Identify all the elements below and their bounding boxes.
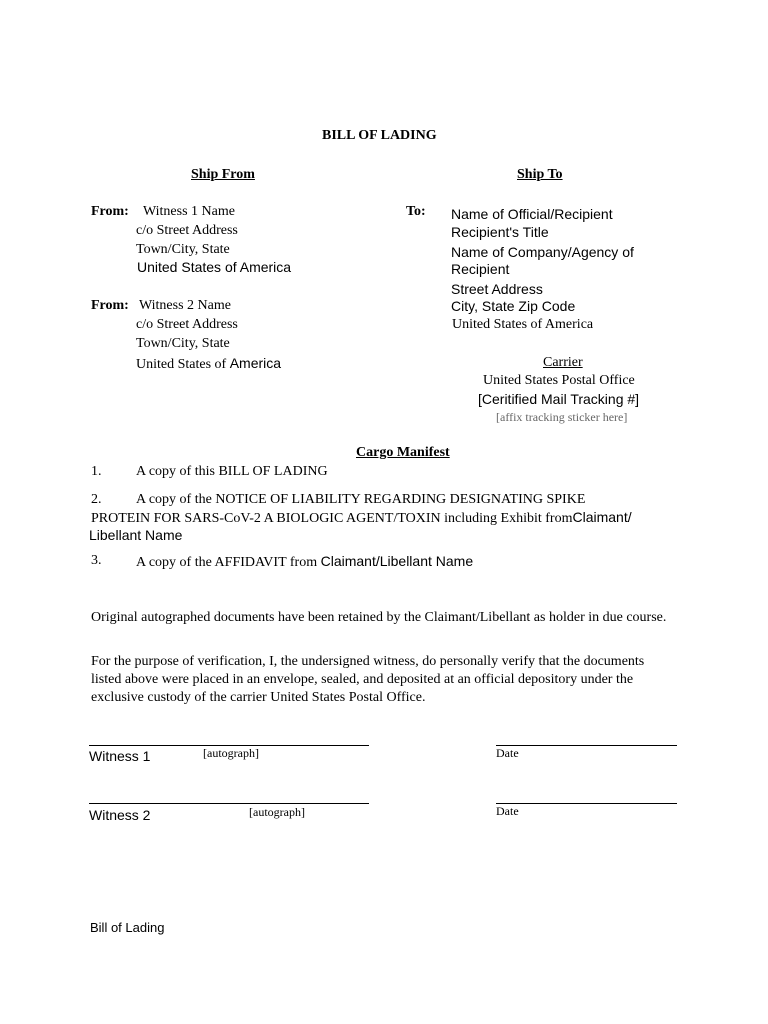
to-street: Street Address — [451, 281, 543, 297]
ship-to-heading: Ship To — [517, 167, 563, 182]
to-title: Recipient's Title — [451, 224, 549, 240]
date-label: Date — [496, 746, 519, 760]
from1-name: Witness 1 Name — [143, 204, 235, 219]
from2-city: Town/City, State — [136, 336, 230, 351]
carrier-heading: Carrier — [543, 355, 583, 370]
carrier-name: United States Postal Office — [483, 373, 635, 388]
to-company-cont: Recipient — [451, 261, 510, 277]
date-line — [496, 803, 677, 804]
to-city: City, State Zip Code — [451, 298, 576, 314]
ship-from-heading: Ship From — [191, 167, 255, 182]
date-label: Date — [496, 804, 519, 818]
from-label: From: — [91, 204, 129, 219]
from1-city: Town/City, State — [136, 242, 230, 257]
autograph-placeholder: [autograph] — [203, 746, 259, 760]
from1-country: United States of America — [137, 259, 292, 275]
retention-paragraph: Original autographed documents have been retained by the Claimant/Libellant as holder in due course. — [91, 610, 667, 625]
date-line — [496, 745, 677, 746]
from2-country: United States of America — [136, 355, 282, 372]
item-number: 2. — [91, 492, 102, 507]
from1-street: c/o Street Address — [136, 223, 238, 238]
tracking-number: [Ceritified Mail Tracking #] — [478, 391, 640, 407]
item-number: 3. — [91, 553, 102, 568]
from-label: From: — [91, 298, 129, 313]
to-company: Name of Company/Agency of — [451, 244, 634, 260]
tracking-sticker-note: [affix tracking sticker here] — [496, 410, 628, 424]
page-footer: Bill of Lading — [90, 920, 165, 935]
from2-name: Witness 2 Name — [139, 298, 231, 313]
witness-label: Witness 2 — [89, 807, 151, 823]
autograph-placeholder: [autograph] — [249, 805, 305, 819]
from2-street: c/o Street Address — [136, 317, 238, 332]
signature-line — [89, 803, 369, 804]
document-title: BILL OF LADING — [322, 128, 437, 143]
item-text: A copy of the NOTICE OF LIABILITY REGARDING DESIGNATING SPIKE — [136, 492, 586, 507]
item-number: 1. — [91, 464, 102, 479]
verification-paragraph: For the purpose of verification, I, the undersigned witness, do personally verify that the documents listed above were placed in an envelope, sealed, and deposited at an official depository under the exclusive custody of the carrier United States Postal Office. — [91, 654, 645, 705]
cargo-manifest-heading: Cargo Manifest — [356, 445, 450, 460]
item-text: A copy of the AFFIDAVIT from Claimant/Libellant Name — [136, 553, 474, 570]
to-label: To: — [406, 204, 426, 219]
witness-label: Witness 1 — [89, 748, 151, 764]
item-claimant: Libellant Name — [89, 527, 183, 543]
item-text-cont: PROTEIN FOR SARS-CoV-2 A BIOLOGIC AGENT/TOXIN including Exhibit fromClaimant/ — [91, 509, 632, 526]
to-country: United States of America — [452, 317, 594, 332]
to-name: Name of Official/Recipient — [451, 206, 613, 222]
item-text: A copy of this BILL OF LADING — [136, 464, 328, 479]
